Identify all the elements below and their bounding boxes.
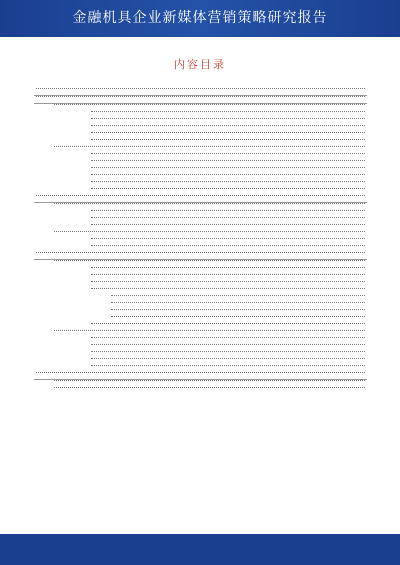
report-title: 金融机具企业新媒体营销策略研究报告 <box>72 10 328 26</box>
toc-dot-leader <box>54 330 365 331</box>
toc-entry[interactable] <box>34 344 367 351</box>
footer-banner <box>0 534 400 565</box>
toc-dot-leader <box>91 217 365 218</box>
toc-entry[interactable] <box>34 104 367 111</box>
toc-entry[interactable] <box>34 267 367 274</box>
toc-heading: 内容目录 <box>174 58 226 71</box>
toc-dot-leader <box>91 181 365 182</box>
toc-dot-leader <box>91 245 365 246</box>
toc-dot-leader <box>91 132 365 133</box>
toc-entry[interactable] <box>34 167 367 174</box>
toc-dot-leader <box>91 167 365 168</box>
toc-dot-leader <box>36 88 365 89</box>
toc-entry[interactable] <box>34 330 367 337</box>
toc-entry[interactable] <box>34 245 367 252</box>
toc-entry[interactable] <box>34 125 367 132</box>
toc-dot-leader <box>91 288 365 289</box>
toc-entry[interactable] <box>34 146 367 153</box>
toc-dot-leader <box>91 358 365 359</box>
toc-dot-leader <box>91 281 365 282</box>
toc-dot-leader <box>91 337 365 338</box>
toc-dot-leader <box>91 351 365 352</box>
toc-entry[interactable] <box>34 195 367 203</box>
toc-dot-leader <box>36 195 365 196</box>
toc-entry[interactable] <box>34 224 367 231</box>
toc-dot-leader <box>91 153 365 154</box>
toc-dot-leader <box>91 174 365 175</box>
toc-entry[interactable] <box>34 153 367 160</box>
toc-dot-leader <box>91 238 365 239</box>
report-title-banner <box>0 0 400 37</box>
toc-entry[interactable] <box>34 302 367 309</box>
toc-entry[interactable] <box>34 238 367 245</box>
toc-dot-leader <box>91 224 365 225</box>
toc-entry[interactable] <box>34 88 367 96</box>
toc-dot-leader <box>91 111 365 112</box>
toc-dot-leader <box>111 302 365 303</box>
table-of-contents <box>34 88 367 394</box>
toc-dot-leader <box>91 188 365 189</box>
toc-dot-leader <box>91 139 365 140</box>
toc-entry[interactable] <box>34 217 367 224</box>
toc-entry[interactable] <box>34 118 367 125</box>
document-page <box>14 37 386 534</box>
toc-entry[interactable] <box>34 260 367 267</box>
toc-entry[interactable] <box>34 351 367 358</box>
toc-dot-leader <box>54 146 365 147</box>
toc-dot-leader <box>54 387 365 388</box>
toc-dot-leader <box>54 231 365 232</box>
toc-dot-leader <box>36 252 365 253</box>
toc-entry[interactable] <box>34 132 367 139</box>
toc-dot-leader <box>36 96 365 97</box>
toc-dot-leader <box>91 160 365 161</box>
toc-dot-leader <box>54 380 365 381</box>
toc-dot-leader <box>91 344 365 345</box>
toc-entry[interactable] <box>34 210 367 217</box>
toc-dot-leader <box>91 365 365 366</box>
toc-dot-leader <box>91 323 365 324</box>
toc-entry[interactable] <box>34 372 367 380</box>
toc-entry[interactable] <box>34 358 367 365</box>
toc-entry[interactable] <box>34 288 367 295</box>
toc-entry[interactable] <box>34 309 367 316</box>
toc-dot-leader <box>54 260 365 261</box>
toc-dot-leader <box>54 104 365 105</box>
toc-entry[interactable] <box>34 231 367 238</box>
toc-entry[interactable] <box>34 337 367 344</box>
toc-entry[interactable] <box>34 295 367 302</box>
toc-dot-leader <box>111 316 365 317</box>
toc-entry[interactable] <box>34 252 367 260</box>
toc-dot-leader <box>91 274 365 275</box>
toc-entry[interactable] <box>34 96 367 104</box>
toc-dot-leader <box>91 210 365 211</box>
toc-entry[interactable] <box>34 160 367 167</box>
toc-dot-leader <box>111 309 365 310</box>
toc-entry[interactable] <box>34 316 367 323</box>
toc-dot-leader <box>111 295 365 296</box>
toc-dot-leader <box>91 118 365 119</box>
toc-dot-leader <box>54 203 365 204</box>
toc-entry[interactable] <box>34 281 367 288</box>
toc-entry[interactable] <box>34 174 367 181</box>
toc-entry[interactable] <box>34 365 367 372</box>
toc-entry[interactable] <box>34 188 367 195</box>
toc-dot-leader <box>36 372 365 373</box>
toc-dot-leader <box>91 267 365 268</box>
toc-entry[interactable] <box>34 387 367 394</box>
toc-entry[interactable] <box>34 139 367 146</box>
toc-entry[interactable] <box>34 203 367 210</box>
toc-dot-leader <box>91 125 365 126</box>
toc-entry[interactable] <box>34 274 367 281</box>
toc-entry[interactable] <box>34 111 367 118</box>
toc-entry[interactable] <box>34 323 367 330</box>
toc-entry[interactable] <box>34 181 367 188</box>
toc-entry[interactable] <box>34 380 367 387</box>
